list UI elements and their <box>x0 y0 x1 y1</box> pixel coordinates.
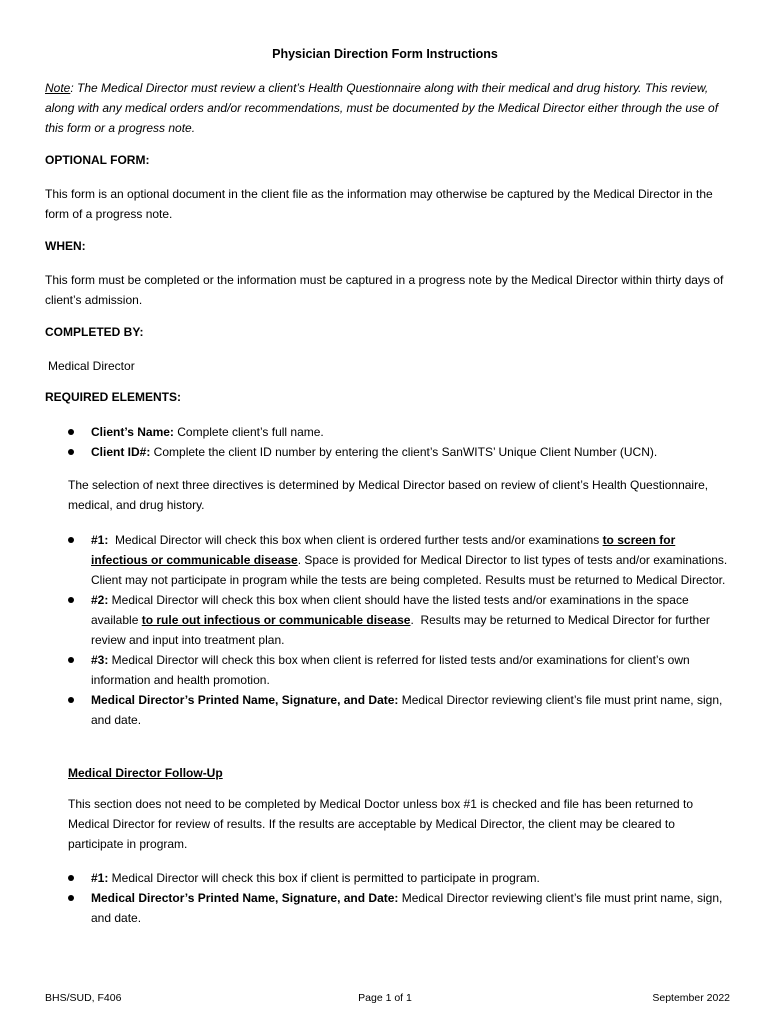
list-item: #2: Medical Director will check this box when client should have the listed tests and/or examinations in the space available to rule out infectious or communicable disease. Results may be returned to Medical Director for further review and input into treatment plan. <box>68 590 728 650</box>
directives-list <box>68 530 728 730</box>
follow-up-text: This section does not need to be completed by Medical Doctor unless box #1 is checked and file has been returned to Medical Director for review of results. If the results are acceptable by Medical Director, the client may be cleared to participate in program. <box>68 797 694 851</box>
follow-up-list <box>68 868 728 928</box>
footer-page-number: Page 1 of 1 <box>358 992 412 1004</box>
list-item: Client’s Name: Complete client’s full name. <box>68 422 728 442</box>
note-text: : The Medical Director must review a client’s Health Questionnaire along with their medical and drug history. This review, along with any medical orders and/or recommendations, must be documented by the Medical Director either through the use of this form or a progress note. <box>45 81 719 135</box>
footer-date: September 2022 <box>652 992 730 1004</box>
list-item: Client ID#: Complete the client ID number by entering the client’s SanWITS’ Unique Client Number (UCN). <box>68 442 728 462</box>
completed-by-text: Medical Director <box>48 359 135 373</box>
follow-up-heading: Medical Director Follow-Up <box>68 766 223 780</box>
note-paragraph <box>45 78 735 138</box>
list-item: Medical Director’s Printed Name, Signature, and Date: Medical Director reviewing client’s file must print name, sign, and date. <box>68 888 728 928</box>
note-label: Note <box>45 81 71 95</box>
optional-form-heading: OPTIONAL FORM: <box>45 153 150 167</box>
list-item: #1: Medical Director will check this box when client is ordered further tests and/or examinations to screen for infectious or communicable disease. Space is provided for Medical Director to list types of tests and/or examinations. Client may not participate in program while the tests are being completed. Results must be returned to Medical Director. <box>68 530 728 590</box>
selection-text: The selection of next three directives is determined by Medical Director based on review of client’s Health Questionnaire, medical, and drug history. <box>68 478 709 512</box>
optional-form-text: This form is an optional document in the client file as the information may otherwise be captured by the Medical Director in the form of a progress note. <box>45 187 713 221</box>
list-item: Medical Director’s Printed Name, Signature, and Date: Medical Director reviewing client’s file must print name, sign, and date. <box>68 690 728 730</box>
when-heading: WHEN: <box>45 239 86 253</box>
required-elements-heading: REQUIRED ELEMENTS: <box>45 390 182 404</box>
list-item: #3: Medical Director will check this box when client is referred for listed tests and/or examinations for client’s own information and health promotion. <box>68 650 728 690</box>
required-elements-list <box>68 422 728 462</box>
list-item: #1: Medical Director will check this box if client is permitted to participate in program. <box>68 868 728 888</box>
completed-by-heading: COMPLETED BY: <box>45 325 144 339</box>
when-text: This form must be completed or the information must be captured in a progress note by the Medical Director within thirty days of client’s admission. <box>45 273 724 307</box>
footer-form-id: BHS/SUD, F406 <box>45 992 122 1004</box>
page-title: Physician Direction Form Instructions <box>272 47 498 61</box>
